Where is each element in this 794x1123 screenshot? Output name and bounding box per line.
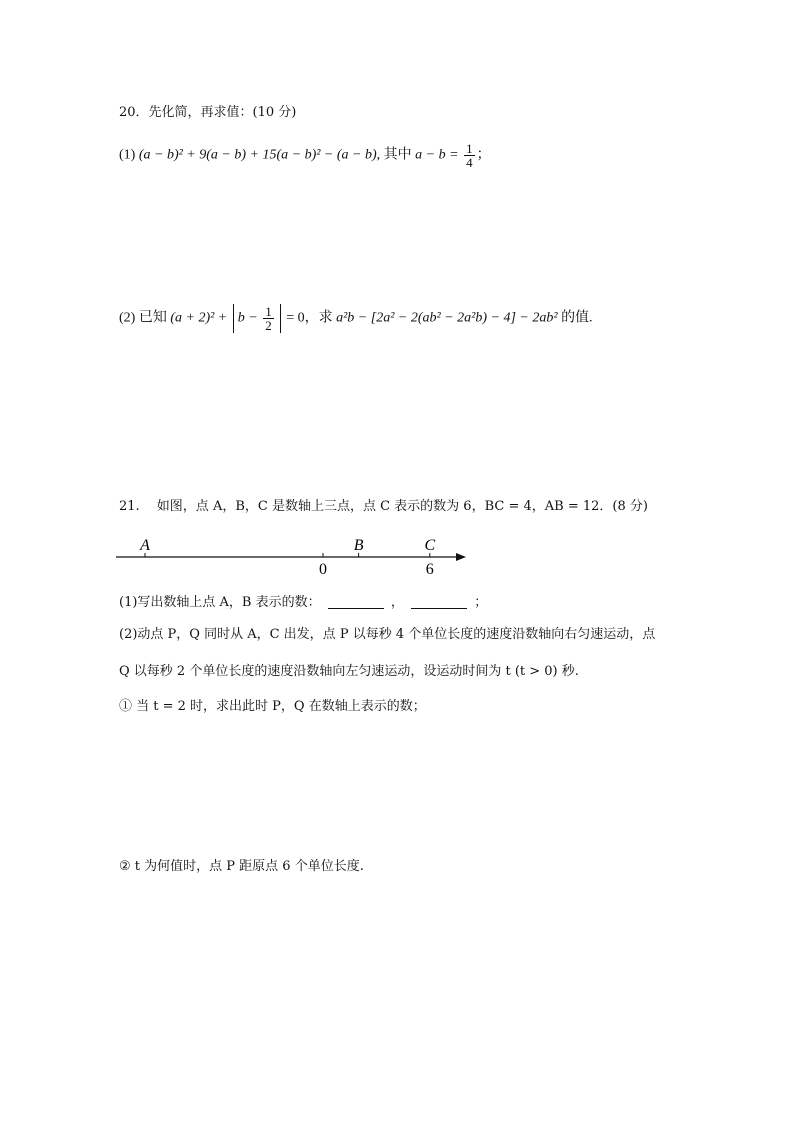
q20-part2	[119, 304, 593, 333]
q21-sub1: ① 当 t = 2 时，求出此时 P，Q 在数轴上表示的数；	[119, 699, 426, 714]
q20-part1-expression: (a − b)² + 9(a − b) + 15(a − b)² − (a − b),	[138, 147, 381, 163]
number-line-arrow	[456, 553, 466, 561]
fraction-denominator: 2	[265, 318, 272, 333]
q20-header: 20．先化简，再求值：(10 分)	[119, 105, 297, 120]
q20-part2-expression: a²b − [2a² − 2(ab² − 2a²b) − 4] − 2ab²	[336, 310, 558, 326]
q20-part2-end: 的值.	[557, 310, 593, 326]
tick-label: 6	[425, 561, 434, 578]
q20-part2-known-rhs: = 0	[286, 310, 305, 326]
fraction-denominator: 4	[466, 155, 473, 170]
separator: ，	[390, 595, 404, 610]
fraction-one-half	[263, 305, 274, 332]
part1-end: ；	[474, 595, 488, 610]
point-label-c: C	[424, 537, 436, 554]
fraction-numerator: 1	[466, 141, 473, 156]
abs-expression: b −	[237, 310, 258, 326]
q21-part1	[119, 593, 487, 613]
q20-part1-label: (1)	[119, 147, 136, 163]
q20-part1-condition: a − b =	[415, 147, 459, 163]
point-label-a: A	[140, 537, 150, 554]
tick-label: 0	[319, 561, 327, 578]
q20-part1-end: ；	[476, 147, 491, 163]
absolute-value	[233, 304, 281, 333]
number-line-figure	[110, 528, 480, 578]
q21-header: 21. 如图，点 A，B，C 是数轴上三点，点 C 表示的数为 6，BC = 4，AB = 12．(8 分)	[119, 499, 648, 514]
q21-part2-line1: (2)动点 P，Q 同时从 A，C 出发，点 P 以每秒 4 个单位长度的速度沿数轴向右匀速运动，点	[119, 627, 656, 642]
fraction-one-quarter	[464, 142, 475, 169]
point-label-b: B	[353, 537, 364, 554]
answer-blank-b[interactable]	[411, 594, 467, 609]
q20-part1	[119, 142, 491, 169]
q20-part1-where: 其中	[383, 147, 412, 163]
q21-sub2: ② t 为何值时，点 P 距原点 6 个单位长度.	[119, 859, 364, 874]
q20-part2-ask: ，求	[304, 310, 333, 326]
answer-blank-a[interactable]	[328, 594, 384, 609]
q21-part2-line2: Q 以每秒 2 个单位长度的速度沿数轴向左匀速运动，设运动时间为 t (t > 0) 秒.	[119, 664, 579, 679]
q20-part2-known-lhs: (a + 2)² +	[170, 310, 228, 326]
fraction-numerator: 1	[265, 304, 272, 319]
q20-part2-label: (2) 已知	[119, 310, 167, 326]
q21-part1-text: (1)写出数轴上点 A，B 表示的数：	[119, 595, 321, 610]
